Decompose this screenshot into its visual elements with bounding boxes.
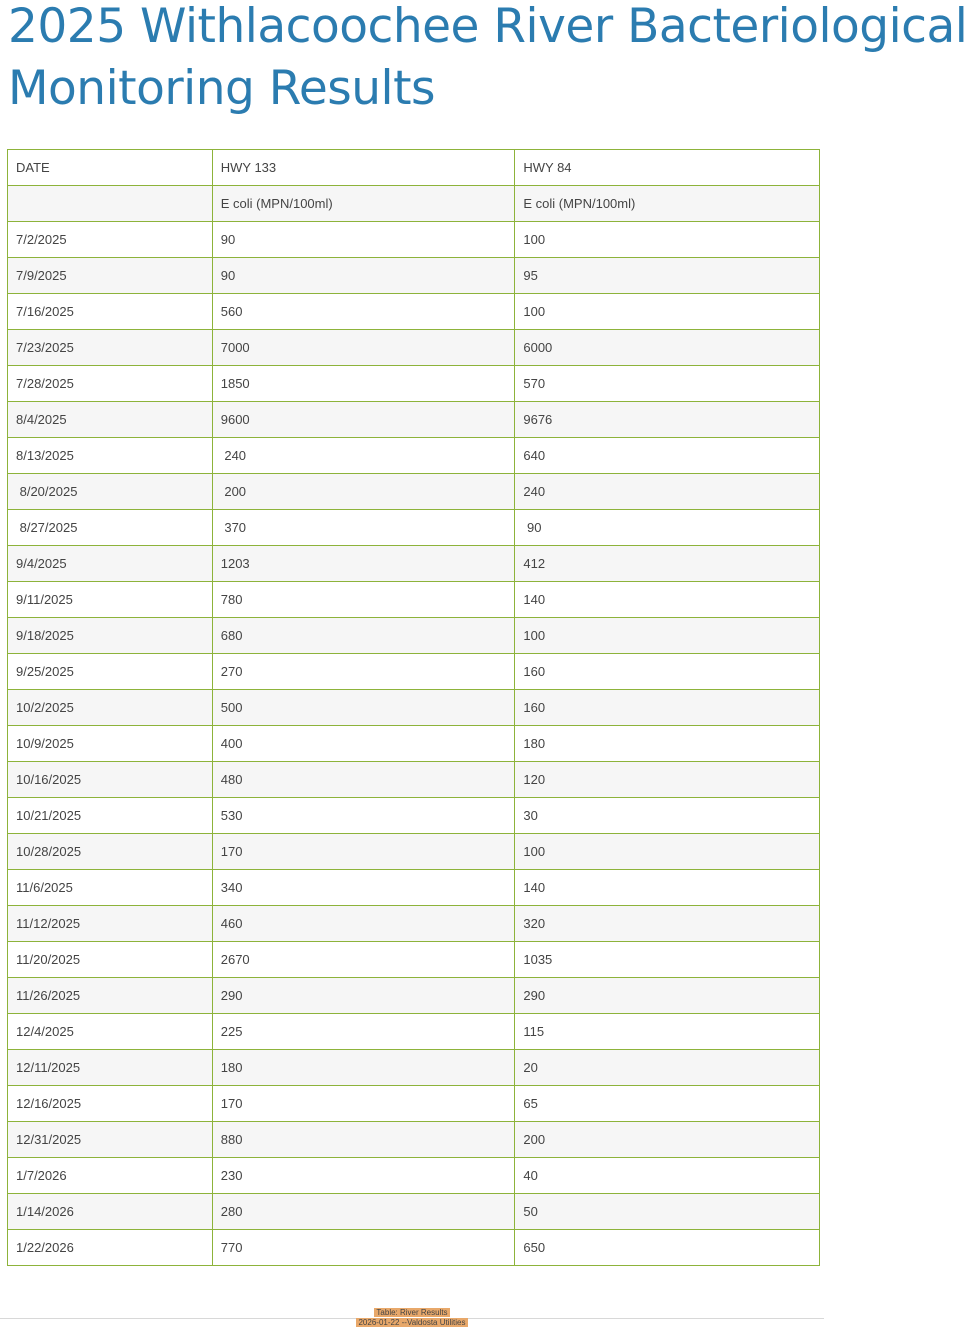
table-row: [8, 906, 820, 942]
date-cell: 8/20/2025: [8, 474, 213, 510]
date-cell: 9/11/2025: [8, 582, 213, 618]
table-row: [8, 1194, 820, 1230]
table-row: [8, 294, 820, 330]
hwy-84-cell: 320: [515, 906, 820, 942]
date-cell: 7/9/2025: [8, 258, 213, 294]
hwy-133-cell: 90: [212, 222, 515, 258]
hwy-84-cell: 6000: [515, 330, 820, 366]
page-title-line-2: Monitoring Results: [8, 61, 435, 116]
date-cell: 8/4/2025: [8, 402, 213, 438]
hwy-84-cell: 200: [515, 1122, 820, 1158]
table-row: [8, 942, 820, 978]
hwy-133-cell: 170: [212, 834, 515, 870]
page-title: [8, 0, 967, 120]
table-row: [8, 690, 820, 726]
table-row: [8, 1050, 820, 1086]
hwy-133-cell: 170: [212, 1086, 515, 1122]
hwy-84-cell: 65: [515, 1086, 820, 1122]
hwy-133-cell: 680: [212, 618, 515, 654]
hwy-84-cell: HWY 84: [515, 150, 820, 186]
table-row: [8, 474, 820, 510]
hwy-133-cell: 2670: [212, 942, 515, 978]
table-row: [8, 222, 820, 258]
hwy-133-cell: 780: [212, 582, 515, 618]
table-row: [8, 798, 820, 834]
table-row: [8, 510, 820, 546]
hwy-84-cell: 100: [515, 834, 820, 870]
results-table: [7, 149, 820, 1266]
hwy-84-cell: 100: [515, 618, 820, 654]
hwy-133-cell: 7000: [212, 330, 515, 366]
hwy-84-cell: 650: [515, 1230, 820, 1266]
hwy-133-cell: 1203: [212, 546, 515, 582]
table-row: [8, 1014, 820, 1050]
date-cell: 7/28/2025: [8, 366, 213, 402]
date-cell: 7/2/2025: [8, 222, 213, 258]
date-cell: 10/2/2025: [8, 690, 213, 726]
table-row: [8, 618, 820, 654]
date-cell: 8/27/2025: [8, 510, 213, 546]
hwy-84-cell: 1035: [515, 942, 820, 978]
table-row: [8, 402, 820, 438]
date-cell: DATE: [8, 150, 213, 186]
hwy-133-cell: 340: [212, 870, 515, 906]
date-cell: 12/11/2025: [8, 1050, 213, 1086]
hwy-84-cell: 50: [515, 1194, 820, 1230]
date-cell: 9/25/2025: [8, 654, 213, 690]
table-row: [8, 1230, 820, 1266]
hwy-133-cell: 880: [212, 1122, 515, 1158]
table-row: [8, 834, 820, 870]
page-title-line-1: 2025 Withlacoochee River Bacteriological: [8, 0, 967, 54]
hwy-84-cell: 570: [515, 366, 820, 402]
table-row: [8, 1086, 820, 1122]
hwy-84-cell: 160: [515, 654, 820, 690]
date-cell: 1/22/2026: [8, 1230, 213, 1266]
hwy-133-cell: 370: [212, 510, 515, 546]
date-cell: 10/28/2025: [8, 834, 213, 870]
hwy-133-cell: 280: [212, 1194, 515, 1230]
table-row: [8, 870, 820, 906]
hwy-84-cell: 160: [515, 690, 820, 726]
table-caption-text: Table: River Results: [376, 1308, 448, 1317]
hwy-133-cell: 290: [212, 978, 515, 1014]
table-source: [0, 1318, 824, 1328]
hwy-133-cell: 560: [212, 294, 515, 330]
hwy-84-cell: 180: [515, 726, 820, 762]
date-cell: 1/14/2026: [8, 1194, 213, 1230]
table-row: [8, 366, 820, 402]
date-cell: 10/9/2025: [8, 726, 213, 762]
hwy-133-cell: 1850: [212, 366, 515, 402]
hwy-133-cell: 225: [212, 1014, 515, 1050]
date-cell: 11/6/2025: [8, 870, 213, 906]
date-cell: 12/4/2025: [8, 1014, 213, 1050]
hwy-84-cell: 140: [515, 870, 820, 906]
hwy-133-cell: 180: [212, 1050, 515, 1086]
subheader-row: [8, 186, 820, 222]
hwy-133-cell: 270: [212, 654, 515, 690]
hwy-84-cell: 120: [515, 762, 820, 798]
hwy-84-cell: 30: [515, 798, 820, 834]
date-cell: 1/7/2026: [8, 1158, 213, 1194]
hwy-84-cell: 412: [515, 546, 820, 582]
date-cell: 11/26/2025: [8, 978, 213, 1014]
results-table-body: [8, 150, 820, 1266]
hwy-133-cell: 460: [212, 906, 515, 942]
date-cell: [8, 186, 213, 222]
hwy-84-cell: 115: [515, 1014, 820, 1050]
hwy-84-cell: 90: [515, 510, 820, 546]
date-cell: 10/16/2025: [8, 762, 213, 798]
table-row: [8, 1122, 820, 1158]
date-cell: 8/13/2025: [8, 438, 213, 474]
hwy-133-cell: 200: [212, 474, 515, 510]
table-source-text: 2026-01-22 --Valdosta Utilities: [358, 1318, 466, 1327]
hwy-133-cell: 230: [212, 1158, 515, 1194]
table-row: [8, 654, 820, 690]
hwy-133-cell: 500: [212, 690, 515, 726]
table-row: [8, 726, 820, 762]
hwy-84-cell: 100: [515, 222, 820, 258]
table-row: [8, 978, 820, 1014]
hwy-133-cell: 400: [212, 726, 515, 762]
header-row: [8, 150, 820, 186]
hwy-84-cell: 100: [515, 294, 820, 330]
hwy-133-cell: 480: [212, 762, 515, 798]
table-row: [8, 546, 820, 582]
hwy-84-cell: 9676: [515, 402, 820, 438]
hwy-84-cell: 40: [515, 1158, 820, 1194]
table-row: [8, 582, 820, 618]
hwy-84-cell: 240: [515, 474, 820, 510]
date-cell: 12/16/2025: [8, 1086, 213, 1122]
hwy-84-cell: E coli (MPN/100ml): [515, 186, 820, 222]
hwy-84-cell: 20: [515, 1050, 820, 1086]
hwy-133-cell: 90: [212, 258, 515, 294]
hwy-133-cell: 530: [212, 798, 515, 834]
table-row: [8, 438, 820, 474]
hwy-84-cell: 290: [515, 978, 820, 1014]
date-cell: 9/4/2025: [8, 546, 213, 582]
hwy-133-cell: 9600: [212, 402, 515, 438]
table-row: [8, 1158, 820, 1194]
hwy-133-cell: E coli (MPN/100ml): [212, 186, 515, 222]
table-caption: [0, 1308, 824, 1318]
date-cell: 7/23/2025: [8, 330, 213, 366]
date-cell: 11/20/2025: [8, 942, 213, 978]
hwy-133-cell: 770: [212, 1230, 515, 1266]
date-cell: 12/31/2025: [8, 1122, 213, 1158]
date-cell: 7/16/2025: [8, 294, 213, 330]
date-cell: 11/12/2025: [8, 906, 213, 942]
hwy-133-cell: HWY 133: [212, 150, 515, 186]
hwy-84-cell: 95: [515, 258, 820, 294]
hwy-133-cell: 240: [212, 438, 515, 474]
table-row: [8, 762, 820, 798]
hwy-84-cell: 140: [515, 582, 820, 618]
date-cell: 9/18/2025: [8, 618, 213, 654]
hwy-84-cell: 640: [515, 438, 820, 474]
date-cell: 10/21/2025: [8, 798, 213, 834]
table-row: [8, 330, 820, 366]
table-row: [8, 258, 820, 294]
